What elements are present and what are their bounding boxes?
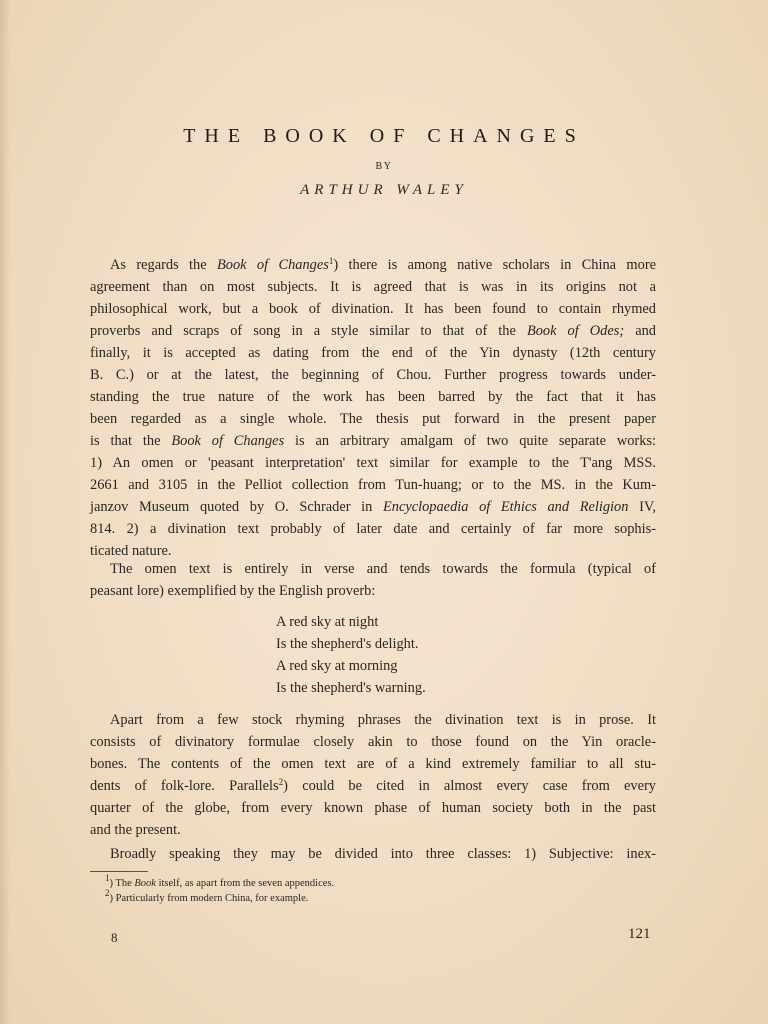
page-number: 121	[628, 926, 651, 942]
paragraph-4	[90, 843, 656, 865]
text-line: bones. The contents of the omen text are of a kind extremely familiar to all stu-	[90, 756, 656, 772]
text-line: 1) An omen or 'peasant interpretation' text similar for example to the T'ang MSS.	[90, 455, 656, 471]
text-line: philosophical work, but a book of divination. It has been found to contain rhymed	[90, 301, 656, 317]
footnotes	[105, 873, 335, 906]
italic-title: Book of Changes	[171, 433, 285, 449]
text-line: finally, it is accepted as dating from the end of the Yin dynasty (12th century	[90, 345, 656, 361]
footnote-marker: 2	[105, 888, 110, 898]
italic-title: Encyclopaedia of Ethics and Religion	[382, 499, 629, 515]
text-line: is that the Book of Changes is an arbitrary amalgam of two quite separate works:	[90, 433, 656, 449]
paragraph-1	[90, 254, 656, 562]
text-line: 814. 2) a divination text probably of later date and certainly of far more sophis-	[90, 521, 656, 537]
byline-label: BY	[375, 161, 393, 172]
text-line: janzov Museum quoted by O. Schrader in Encyclopaedia of Ethics and Religion IV,	[90, 499, 656, 515]
italic-title: Book of Odes;	[526, 323, 625, 339]
text-line: ticated nature.	[90, 543, 172, 559]
footnote-marker: 2	[278, 777, 284, 787]
text-line: As regards the Book of Changes$^1$) there is among native scholars in China more	[110, 256, 656, 273]
footnote-line: $^1$) The Book itself, as apart from the seven appendices.	[105, 873, 335, 889]
text-line: agreement than on most subjects. It is agreed that is was in its origins not a	[90, 279, 656, 295]
verse-line: A red sky at night	[276, 614, 379, 630]
text-line: Apart from a few stock rhyming phrases the divination text is in prose. It	[110, 712, 656, 728]
paragraph-3	[90, 709, 656, 841]
text-line: quarter of the globe, from every known phase of human society both in the past	[90, 800, 656, 816]
page-edge-shadow	[0, 0, 10, 1024]
text-line: Broadly speaking they may be divided into three classes: 1) Subjective: inex-	[110, 846, 656, 862]
footnote-marker: 1	[328, 256, 334, 266]
italic-title: Book	[134, 878, 156, 889]
text-line: The omen text is entirely in verse and tends towards the formula (typical of	[110, 561, 656, 577]
text-line: been regarded as a single whole. The thesis put forward in the present paper	[90, 411, 656, 427]
text-line: proverbs and scraps of song in a style similar to that of the Book of Odes; and	[90, 323, 656, 339]
footnote-rule	[90, 871, 148, 872]
italic-title: Book of Changes	[217, 257, 329, 273]
printer-signature-mark: 8	[111, 930, 118, 945]
text-line: and the present.	[90, 822, 181, 838]
author-name: ARTHUR WALEY	[300, 182, 468, 198]
proverb-verse	[276, 611, 426, 699]
verse-line: A red sky at morning	[276, 658, 398, 674]
text-line: consists of divinatory formulae closely akin to those found on the Yin oracle-	[90, 734, 656, 750]
text-line: B. C.) or at the latest, the beginning of Chou. Further progress towards under-	[90, 367, 656, 383]
article-title: THE BOOK OF CHANGES	[183, 125, 585, 147]
verse-line: Is the shepherd's warning.	[276, 680, 426, 696]
text-line: peasant lore) exemplified by the English proverb:	[90, 583, 376, 599]
footnote-marker: 1	[105, 873, 110, 883]
verse-line: Is the shepherd's delight.	[276, 636, 419, 652]
text-line: standing the true nature of the work has been barred by the fact that it has	[90, 389, 656, 405]
text-line: 2661 and 3105 in the Pelliot collection from Tun-huang; or to the MS. in the Kum-	[90, 477, 656, 493]
text-line: dents of folk-lore. Parallels$^2$) could be cited in almost every case from every	[90, 777, 656, 794]
footnote-line: $^2$) Particularly from modern China, for example.	[105, 888, 309, 904]
paragraph-2	[90, 558, 656, 602]
